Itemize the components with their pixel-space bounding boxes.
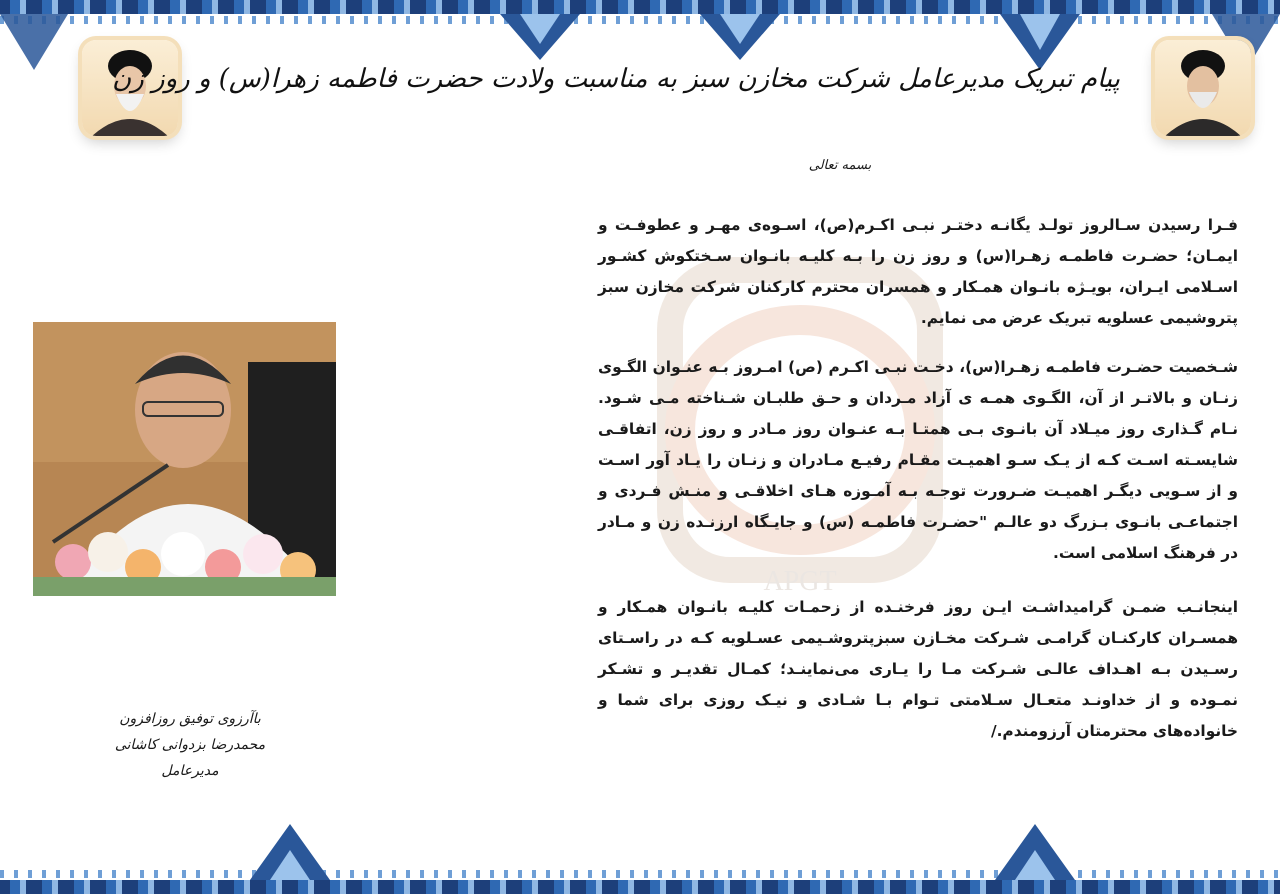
ceo-photo (33, 322, 336, 596)
signature-role: مدیرعامل (161, 763, 219, 779)
paragraph-2: شـخصیت حضـرت فاطمـه زهـرا(س)، دخـت نبـی اکـرم (ص) امـروز بـه عنـوان الگـوی زنـان و بالاتـر از آن، الگـوی همـه ی آزاد مـردان و حـق طلبـان شـناخته مـی شـود. نـام گـذاری روز میـلاد آن بانـوی بـی همتـا بـه عنـوان روز مـادر و روز زن، اتفاقـی شایسـته اسـت کـه از یـک سـو اهمیـت مقـام رفیـع مـادران و زنـان را یـاد آور اسـت و از سـویی دیگـر اهمیـت ضـرورت توجـه بـه آمـوزه هـای اخلاقـی و منـش فـردی و اجتماعـی بانـوی بـزرگ دو عالـم "حضـرت فاطمـه (س) و جایـگاه ارزنـده زن و مـادر در فرهنگ اسلامی است. (598, 358, 1238, 562)
signature-block (80, 706, 300, 784)
paragraph-3: اینجانـب ضمـن گرامیداشـت ایـن روز فرخنـده از زحمـات کلیـه بانـوان همـکار و همسـران کارکنـان گرامـی شـرکت مخـازن سبزپتروشـیمی عسـلویه کـه در راسـتای رسـیدن بـه اهـداف عالـی شـرکت مـا را یـاری می‌نماینـد؛ کمـال تقدیـر و تشـکر نمـوده و از خداونـد متعـال سـلامتی تـوام بـا شـادی و نیـک روزی برای شما و خانواده‌های محترمتان آرزومندم./ (598, 598, 1238, 740)
signature-name: محمدرضا بزدوانی کاشانی (114, 737, 266, 753)
watermark-text: APGT (763, 566, 837, 597)
signature-wish: باآرزوی توفیق روزافزون (119, 711, 261, 727)
portrait-right (1155, 40, 1251, 136)
paragraph-1: فـرا رسیدن سـالروز تولـد یگانـه دختـر نبـی اکـرم(ص)، اسـوه‌ی مهـر و عطوفـت و ایمـان؛ حضـرت فاطمـه زهـرا(س) و روز زن را بـه کلیـه بانـوان سـختکوش کشـور اسـلامی ایـران، بویـژه بانـوان همـکار و همسران محترم کارکنان شرکت مخازن سبز پتروشیمی عسلویه تبریک عرض می نمایم. (598, 216, 1238, 327)
bottom-decorative-border (0, 824, 1280, 894)
top-decorative-border (0, 0, 1280, 70)
basmala: بسمه تعالی (808, 158, 872, 173)
page-title: پیام تبریک مدیرعامل شرکت مخازن سبز به مناسبت ولادت حضرت فاطمه زهرا(س) و روز زن (112, 64, 1120, 94)
